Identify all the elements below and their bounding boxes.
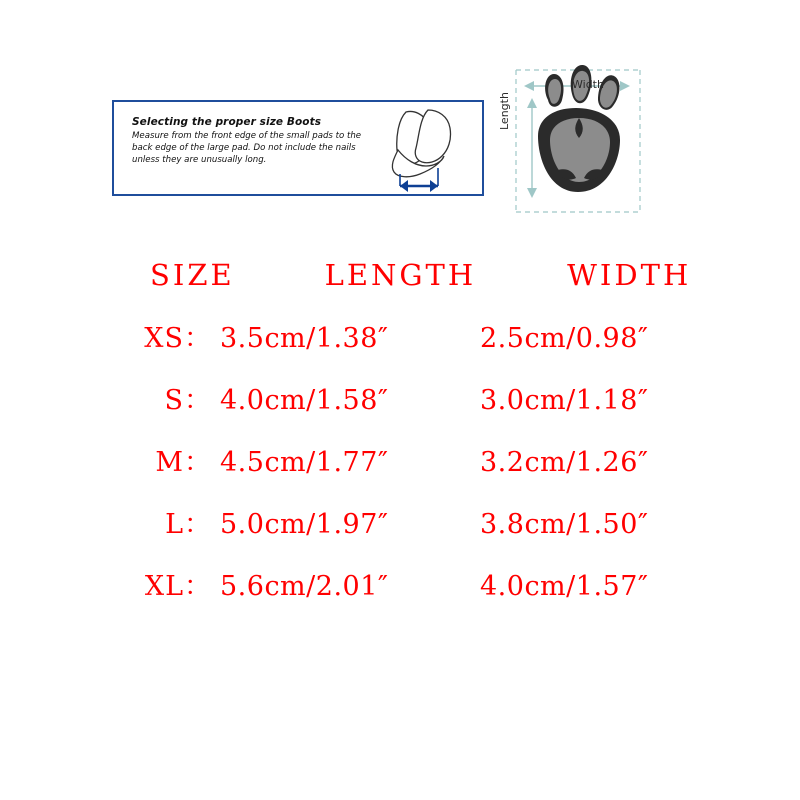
instruction-panel [112, 100, 484, 196]
table-row [0, 316, 800, 378]
row-length: 5.6cm/2.01″ [220, 571, 389, 602]
foot-illustration [376, 106, 476, 194]
table-row [0, 440, 800, 502]
row-length: 3.5cm/1.38″ [220, 323, 389, 354]
row-length: 5.0cm/1.97″ [220, 509, 389, 540]
header-length: LENGTH [324, 258, 477, 292]
row-width: 3.0cm/1.18″ [480, 385, 649, 416]
length-dimension-label: Length [498, 92, 511, 130]
row-width: 3.8cm/1.50″ [480, 509, 649, 540]
instruction-body: Measure from the front edge of the small pads to the back edge of the large pad. Do not include the nails unless they are unusually long. [132, 131, 362, 165]
width-dimension-label: Width [572, 78, 604, 91]
row-size: XL： [144, 571, 212, 602]
table-row [0, 502, 800, 564]
paw-measurement-diagram [480, 52, 670, 230]
row-size: M： [155, 447, 212, 478]
row-width: 3.2cm/1.26″ [480, 447, 649, 478]
row-width: 2.5cm/0.98″ [480, 323, 649, 354]
measurement-guide-area [0, 0, 800, 250]
header-width: WIDTH [567, 258, 692, 292]
row-length: 4.0cm/1.58″ [220, 385, 389, 416]
table-row [0, 378, 800, 440]
table-header-row [0, 258, 800, 316]
table-row [0, 564, 800, 626]
row-width: 4.0cm/1.57″ [480, 571, 649, 602]
row-length: 4.5cm/1.77″ [220, 447, 389, 478]
row-size: L： [165, 509, 212, 540]
row-size: XS： [144, 323, 212, 354]
instruction-title: Selecting the proper size Boots [132, 116, 322, 128]
row-size: S： [164, 385, 212, 416]
header-size: SIZE [150, 258, 235, 292]
size-chart-table [0, 258, 800, 626]
